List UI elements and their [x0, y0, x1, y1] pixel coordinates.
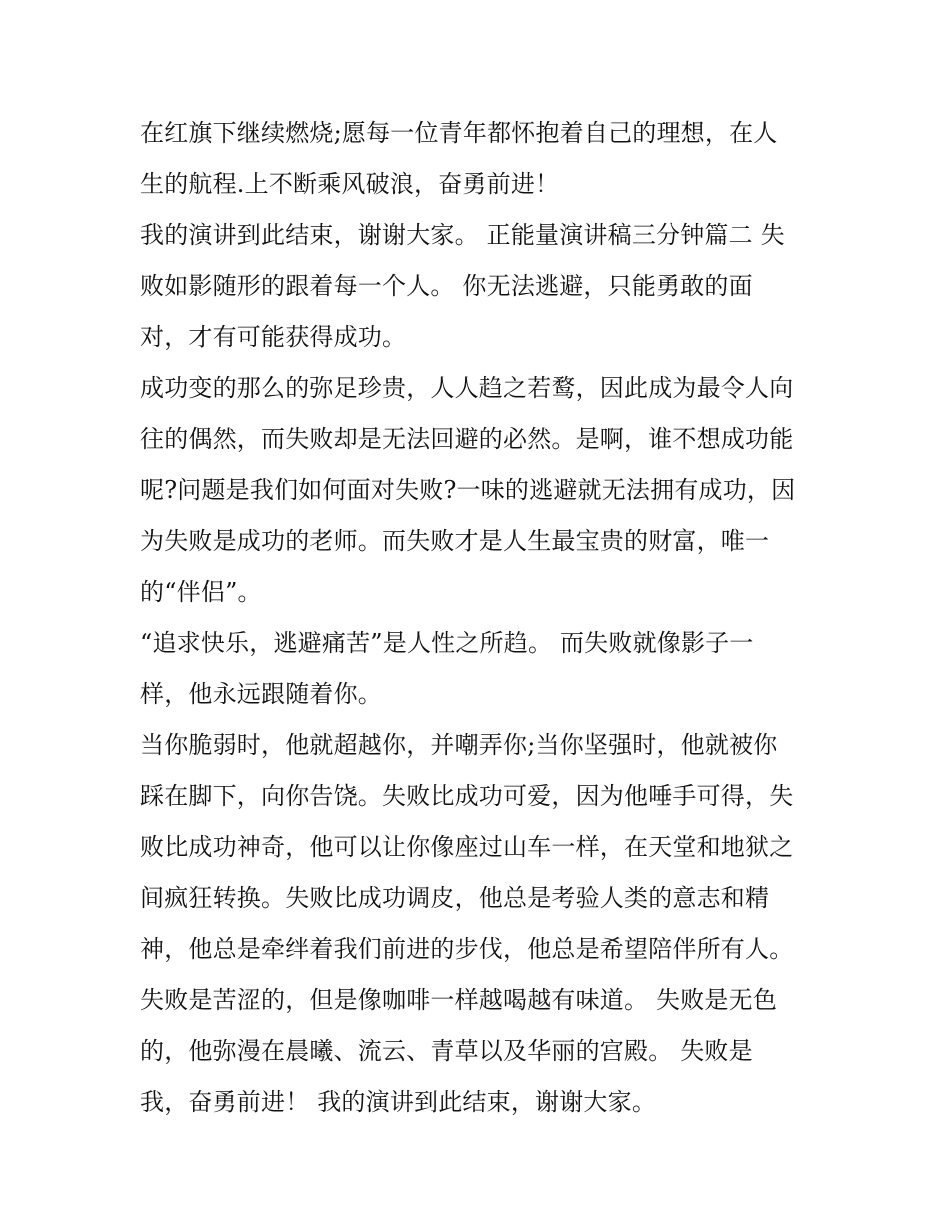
text-line: 踩在脚下，向你告饶。失败比成功可爱，因为他唾手可得，失 [140, 782, 794, 810]
text-line: 失败是苦涩的，但是像咖啡一样越喝越有味道。 失败是无色 [140, 986, 778, 1014]
text-line: 生的航程.上不断乘风破浪，奋勇前进！ [140, 170, 560, 198]
text-line: 往的偶然，而失败却是无法回避的必然。是啊，谁不想成功能 [140, 425, 794, 453]
text-line: 间疯狂转换。失败比成功调皮，他总是考验人类的意志和精 [140, 884, 770, 912]
text-line: 的“伴侣”。 [140, 578, 262, 606]
text-line: 败如影随形的跟着每一个人。 你无法逃避，只能勇敢的面 [140, 272, 753, 300]
text-line: 神，他总是牵绊着我们前进的步伐，他总是希望陪伴所有人。 [140, 935, 794, 963]
text-line: 败比成功神奇，他可以让你像座过山车一样，在天堂和地狱之 [140, 833, 794, 861]
text-line: 我，奋勇前进！ 我的演讲到此结束，谢谢大家。 [140, 1088, 657, 1116]
text-line: 为失败是成功的老师。而失败才是人生最宝贵的财富，唯一 [140, 527, 770, 555]
text-line: 呢?问题是我们如何面对失败?一味的逃避就无法拥有成功，因 [140, 476, 796, 504]
body-text [140, 108, 820, 1128]
text-line: 对，才有可能获得成功。 [140, 323, 407, 351]
text-line: 在红旗下继续燃烧;愿每一位青年都怀抱着自己的理想，在人 [140, 119, 778, 147]
text-line: 我的演讲到此结束，谢谢大家。 正能量演讲稿三分钟篇二 失 [140, 221, 785, 249]
text-line: 成功变的那么的弥足珍贵，人人趋之若鹜，因此成为最令人向 [140, 374, 794, 402]
text-line: 样，他永远跟随着你。 [140, 680, 382, 708]
text-line: 的，他弥漫在晨曦、流云、青草以及华丽的宫殿。 失败是 [140, 1037, 753, 1065]
text-line: “追求快乐，逃避痛苦”是人性之所趋。 而失败就像影子一 [140, 629, 754, 657]
text-line: 当你脆弱时，他就超越你，并嘲弄你;当你坚强时，他就被你 [140, 731, 778, 759]
